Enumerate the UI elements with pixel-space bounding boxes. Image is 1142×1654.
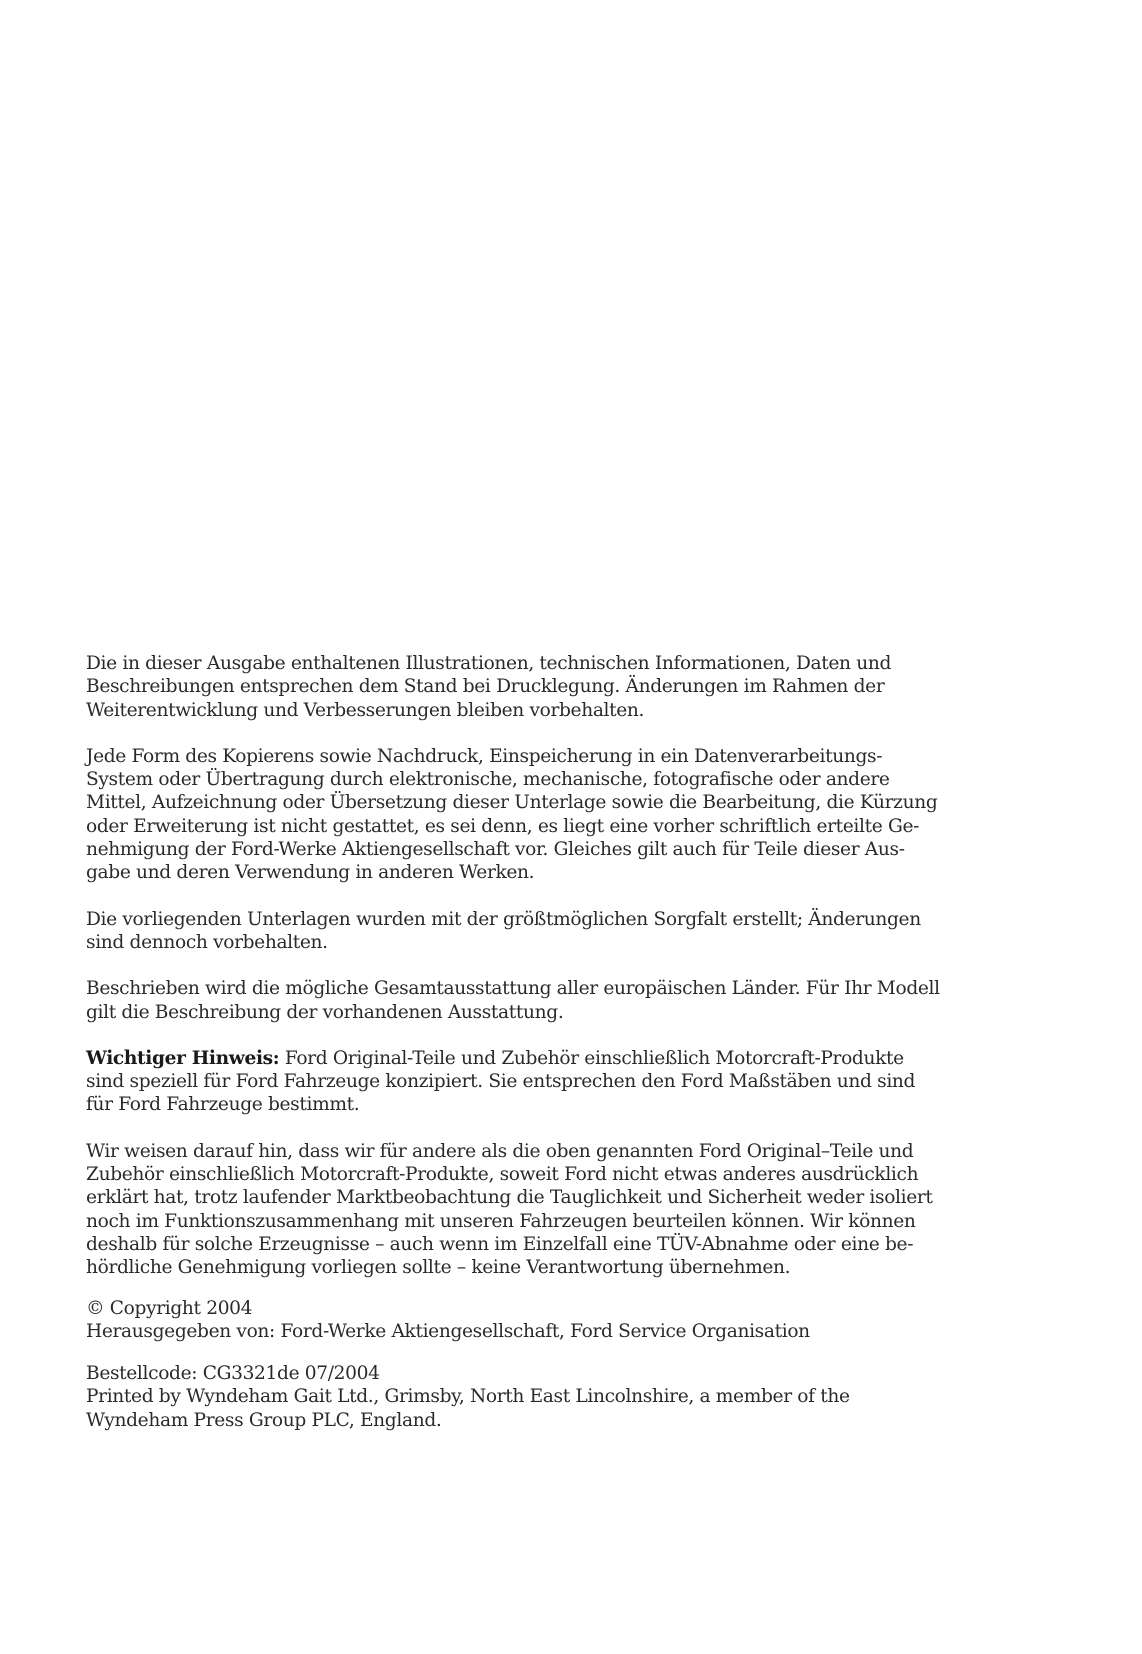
publisher-line: Herausgegeben von: Ford-Werke Aktiengesellschaft, Ford Service Organisation (86, 1320, 810, 1342)
notice-label: Wichtiger Hinweis: (86, 1047, 280, 1069)
text-line: Beschrieben wird die mögliche Gesamtausstattung aller europäischen Länder. Für Ihr Modell (86, 978, 940, 1000)
text-line: deshalb für solche Erzeugnisse – auch wenn im Einzelfall eine TÜV-Abnahme oder eine be- (86, 1233, 914, 1255)
paragraph-illustrations (86, 652, 986, 722)
text-line: Zubehör einschließlich Motorcraft-Produkte, soweit Ford nicht etwas anderes ausdrücklich (86, 1164, 919, 1186)
text-line: System oder Übertragung durch elektronische, mechanische, fotografische oder andere (86, 769, 890, 791)
copyright-block (86, 1297, 986, 1344)
text-line: gilt die Beschreibung der vorhandenen Ausstattung. (86, 1001, 564, 1023)
text-line: Die in dieser Ausgabe enthaltenen Illustrationen, technischen Informationen, Daten und (86, 653, 892, 674)
order-code-line: Bestellcode: CG3321de 07/2004 (86, 1363, 380, 1385)
text-line: Weiterentwicklung und Verbesserungen bleiben vorbehalten. (86, 699, 645, 721)
paragraph-copying (86, 745, 986, 885)
text-line (86, 1047, 986, 1070)
text-line: erklärt hat, trotz laufender Marktbeobachtung die Tauglichkeit und Sicherheit weder isoliert (86, 1187, 933, 1209)
text-line: Wir weisen darauf hin, dass wir für andere als die oben genannten Ford Original–Teile und (86, 1140, 914, 1162)
text-line: Beschreibungen entsprechen dem Stand bei Drucklegung. Änderungen im Rahmen der (86, 676, 885, 698)
text-line: sind dennoch vorbehalten. (86, 931, 328, 953)
imprint-text-block (86, 652, 986, 1455)
text-line: Die vorliegenden Unterlagen wurden mit der größtmöglichen Sorgfalt erstellt; Änderungen (86, 908, 921, 930)
order-block (86, 1362, 986, 1432)
text-line: noch im Funktionszusammenhang mit unseren Fahrzeugen beurteilen können. Wir können (86, 1210, 916, 1232)
notice-first-line: Ford Original-Teile und Zubehör einschließlich Motorcraft-Produkte (279, 1047, 904, 1069)
text-line: sind speziell für Ford Fahrzeuge konzipiert. Sie entsprechen den Ford Maßstäben und sind (86, 1071, 916, 1093)
text-line: oder Erweiterung ist nicht gestattet, es sei denn, es liegt eine vorher schriftlich erteilte Ge- (86, 815, 920, 837)
text-line: nehmigung der Ford-Werke Aktiengesellschaft vor. Gleiches gilt auch für Teile dieser Aus- (86, 839, 905, 861)
copyright-line: © Copyright 2004 (86, 1297, 253, 1319)
paragraph-equipment (86, 977, 986, 1024)
text-line: hördliche Genehmigung vorliegen sollte – keine Verantwortung übernehmen. (86, 1257, 791, 1279)
text-line: Jede Form des Kopierens sowie Nachdruck, Einspeicherung in ein Datenverarbeitungs- (86, 745, 883, 767)
paragraph-disclaimer (86, 1140, 986, 1280)
paragraph-care (86, 908, 986, 955)
text-line: Mittel, Aufzeichnung oder Übersetzung dieser Unterlage sowie die Bearbeitung, die Kürzung (86, 792, 938, 814)
text-line: für Ford Fahrzeuge bestimmt. (86, 1094, 360, 1116)
text-line: gabe und deren Verwendung in anderen Werken. (86, 862, 535, 884)
printer-line: Wyndeham Press Group PLC, England. (86, 1409, 442, 1431)
printer-line: Printed by Wyndeham Gait Ltd., Grimsby, North East Lincolnshire, a member of the (86, 1386, 850, 1408)
paragraph-important-notice (86, 1047, 986, 1117)
